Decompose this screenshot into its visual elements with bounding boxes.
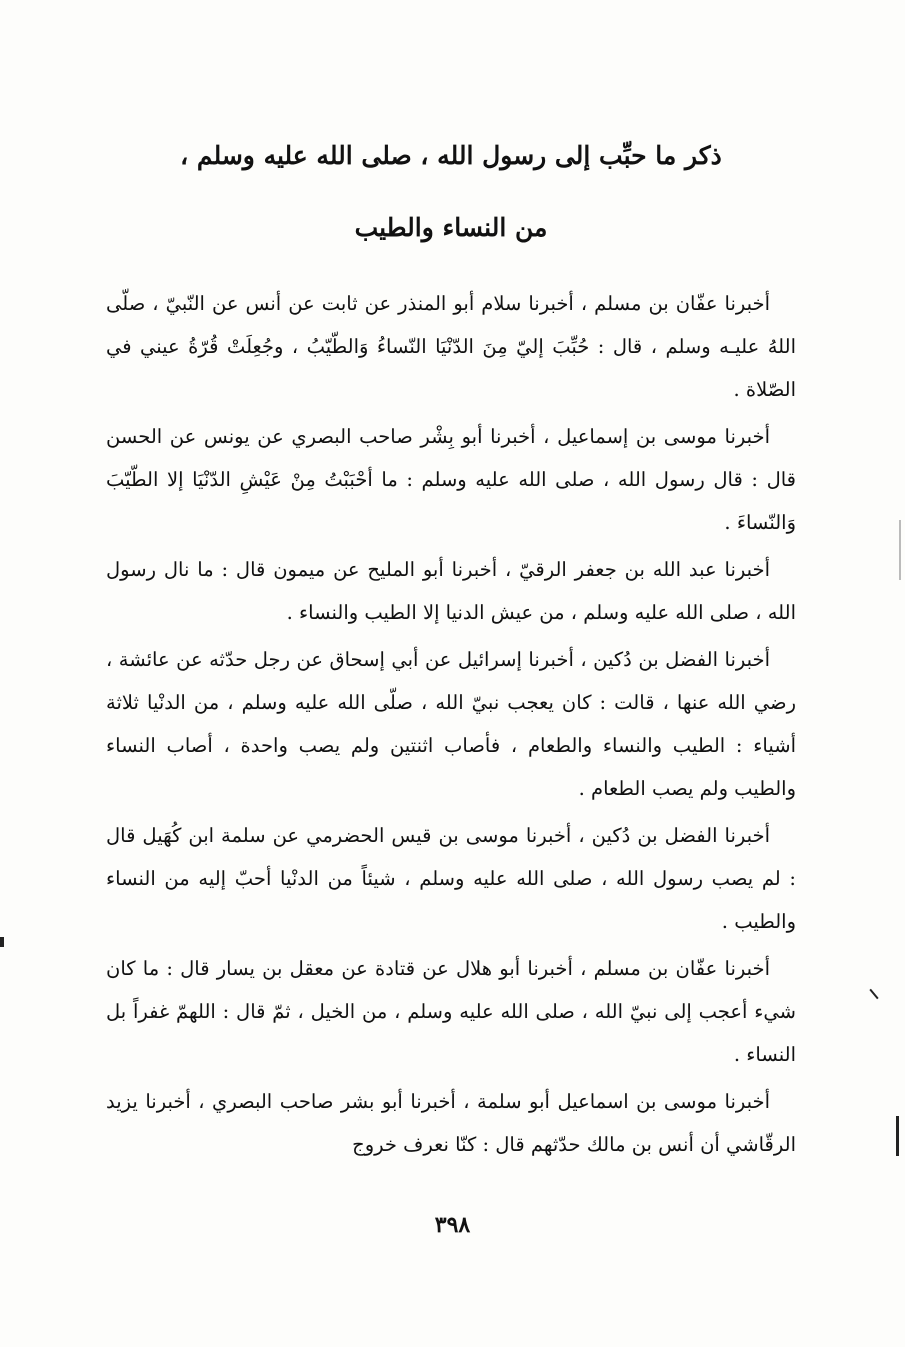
paragraph: أخبرنا الفضل بن دُكين ، أخبرنا موسى بن قيس الحضرمي عن سلمة ابن كُهَيل قال : لم يصب رسول الله ، صلى الله عليه وسلم ، شيئاً من الدنْيا أحبّ إليه من النساء والطيب . <box>106 824 796 933</box>
paragraph: أخبرنا موسى بن اسماعيل أبو سلمة ، أخبرنا أبو بشر صاحب البصري ، أخبرنا يزيد الرقّاشي أن أنس بن مالك حدّثهم قال : كنّا نعرف خروج <box>106 1090 796 1156</box>
paragraph: أخبرنا عبد الله بن جعفر الرقيّ ، أخبرنا أبو المليح عن ميمون قال : ما نال رسول الله ، صلى الله عليه وسلم ، من عيش الدنيا إلا الطيب والنساء . <box>106 558 796 624</box>
scan-mark <box>899 520 901 580</box>
chapter-subtitle: من النساء والطيب <box>354 213 548 242</box>
paragraph: أخبرنا عفّان بن مسلم ، أخبرنا سلام أبو المنذر عن ثابت عن أنس عن النّبيّ ، صلّى اللهُ عليـه وسلم ، قال : حُبِّبَ إليّ مِنَ الدّنْيَا النّساءُ وَالطّيّبُ ، وجُعِلَتْ قُرّةُ عيني في الصّلاة . <box>106 292 796 401</box>
scan-mark <box>0 937 4 947</box>
scan-mark <box>896 1116 899 1156</box>
page-body <box>106 120 796 1170</box>
chapter-title: ذكر ما حبِّب إلى رسول الله ، صلى الله عليه وسلم ، <box>180 141 722 170</box>
paragraph: أخبرنا موسى بن إسماعيل ، أخبرنا أبو بِشْر صاحب البصري عن يونس عن الحسن قال : قال رسول الله ، صلى الله عليه وسلم : ما أحْبَبْتُ مِنْ عَيْشِ الدّنْيَا إلا الطّيّبَ وَالنّساءَ . <box>106 425 796 534</box>
page-number: ٣٩٨ <box>434 1212 471 1238</box>
text-body <box>106 282 796 1166</box>
scan-mark <box>869 989 878 999</box>
paragraph: أخبرنا الفضل بن دُكين ، أخبرنا إسرائيل عن أبي إسحاق عن رجل حدّثه عن عائشة ، رضي الله عنها ، قالت : كان يعجب نبيّ الله ، صلّى الله عليه وسلم ، من الدنْيا ثلاثة أشياء : الطيب والنساء والطعام ، فأصاب اثنتين ولم يصب واحدة ، أصاب النساء والطيب ولم يصب الطعام . <box>106 648 796 800</box>
paragraph: أخبرنا عفّان بن مسلم ، أخبرنا أبو هلال عن قتادة عن معقل بن يسار قال : ما كان شيء أعجب إلى نبيّ الله ، صلى الله عليه وسلم ، من الخيل ، ثمّ قال : اللهمّ غفراً بل النساء . <box>106 957 796 1066</box>
